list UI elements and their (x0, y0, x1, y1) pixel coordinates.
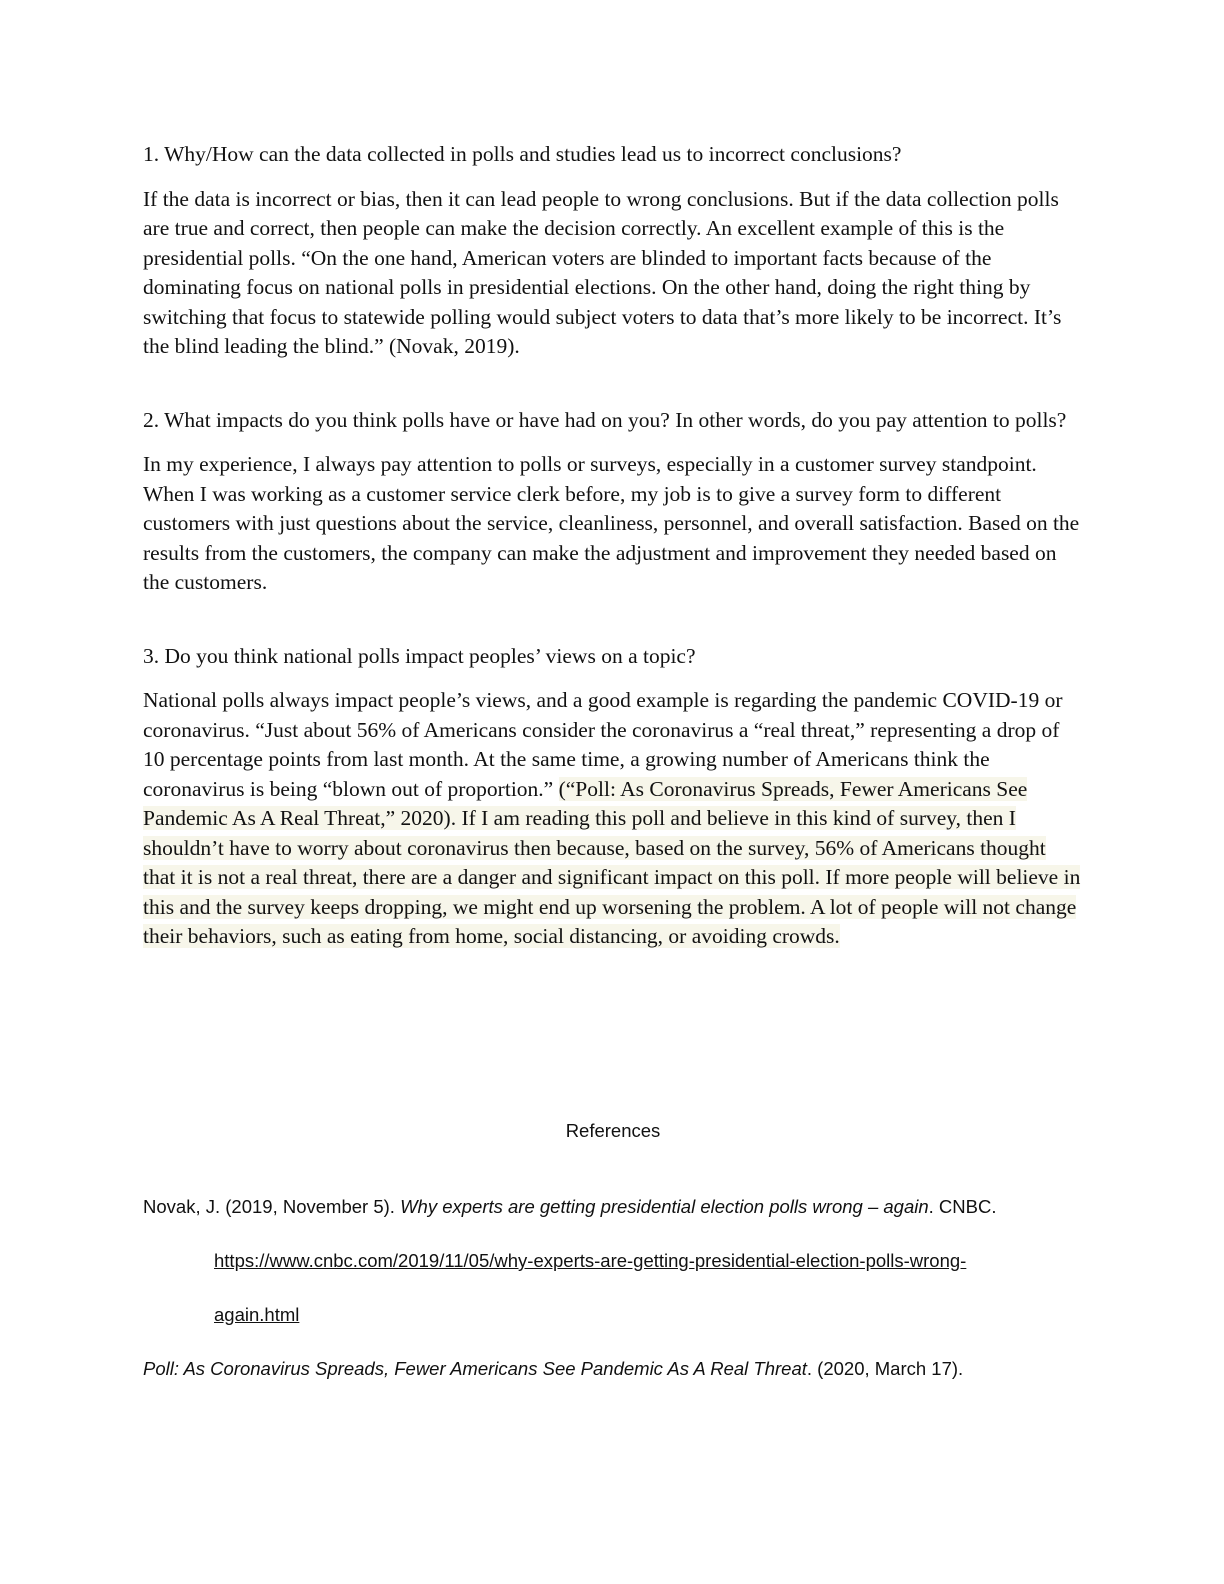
reference-novak-link-continued[interactable]: again.html (214, 1304, 300, 1325)
answer-2: In my experience, I always pay attention to polls or surveys, especially in a customer survey standpoint. When I was working as a customer service clerk before, my job is to give a survey form to different customers with just questions about the service, cleanliness, personnel, and overall satisfaction. Based on the results from the customers, the company can make the adjustment and improvement they needed based on the customers. (143, 452, 1080, 594)
document-body (143, 140, 1083, 996)
reference-poll-title: Poll: As Coronavirus Spreads, Fewer Americans See Pandemic As A Real Threat (143, 1358, 807, 1379)
reference-poll-tail: . (2020, March 17). (806, 1358, 964, 1379)
reference-novak-url-line-1 (143, 1248, 1083, 1274)
answer-1: If the data is incorrect or bias, then it can lead people to wrong conclusions. But if the data collection polls are true and correct, then people can make the decision correctly. An excellent example of this is the presidential polls. “On the one hand, American voters are blinded to important facts because of the dominating focus on national polls in presidential elections. On the other hand, doing the right thing by switching that focus to statewide polling would subject voters to data that’s more likely to be incorrect. It’s the blind leading the blind.” (Novak, 2019). (143, 186, 1062, 358)
question-3: 3. Do you think national polls impact peoples’ views on a topic? (143, 643, 696, 668)
reference-novak-title: Why experts are getting presidential election polls wrong – again (400, 1196, 929, 1217)
reference-novak (143, 1194, 1083, 1220)
reference-poll (143, 1356, 1083, 1382)
question-1: 1. Why/How can the data collected in polls and studies lead us to incorrect conclusions? (143, 142, 902, 166)
references-section (143, 1120, 1083, 1410)
reference-novak-tail: . CNBC. (928, 1196, 997, 1217)
reference-novak-link[interactable]: https://www.cnbc.com/2019/11/05/why-experts-are-getting-presidential-election-polls-wrong- (214, 1250, 967, 1271)
reference-novak-url-line-2 (143, 1302, 1083, 1328)
reference-novak-lead: Novak, J. (2019, November 5). (143, 1196, 401, 1217)
answer-3-highlighted-text: (“Poll: As Coronavirus Spreads, Fewer Americans See Pandemic As A Real Threat,” 2020). If I am reading this poll and believe in this kind of survey, then I shouldn’t have to worry about coronavirus then because, based on the survey, 56% of Americans thought that it is not a real threat, there are a danger and significant impact on this poll. If more people will believe in this and the survey keeps dropping, we might end up worsening the problem. A lot of people will not change their behaviors, such as eating from home, social distancing, or avoiding crowds. (143, 776, 1081, 948)
references-heading: References (565, 1120, 661, 1141)
answer-3 (143, 686, 1083, 952)
answer-3-text: National polls always impact people’s views, and a good example is regarding the pandemic COVID-19 or coronavirus. “Just about 56% of Americans consider the coronavirus a “real threat,” representing a drop of 10 percentage points from last month. At the same time, a growing number of Americans think the coronavirus is being “blown out of proportion.” (143, 688, 1063, 801)
question-2: 2. What impacts do you think polls have or have had on you? In other words, do you pay attention to polls? (143, 407, 1067, 432)
